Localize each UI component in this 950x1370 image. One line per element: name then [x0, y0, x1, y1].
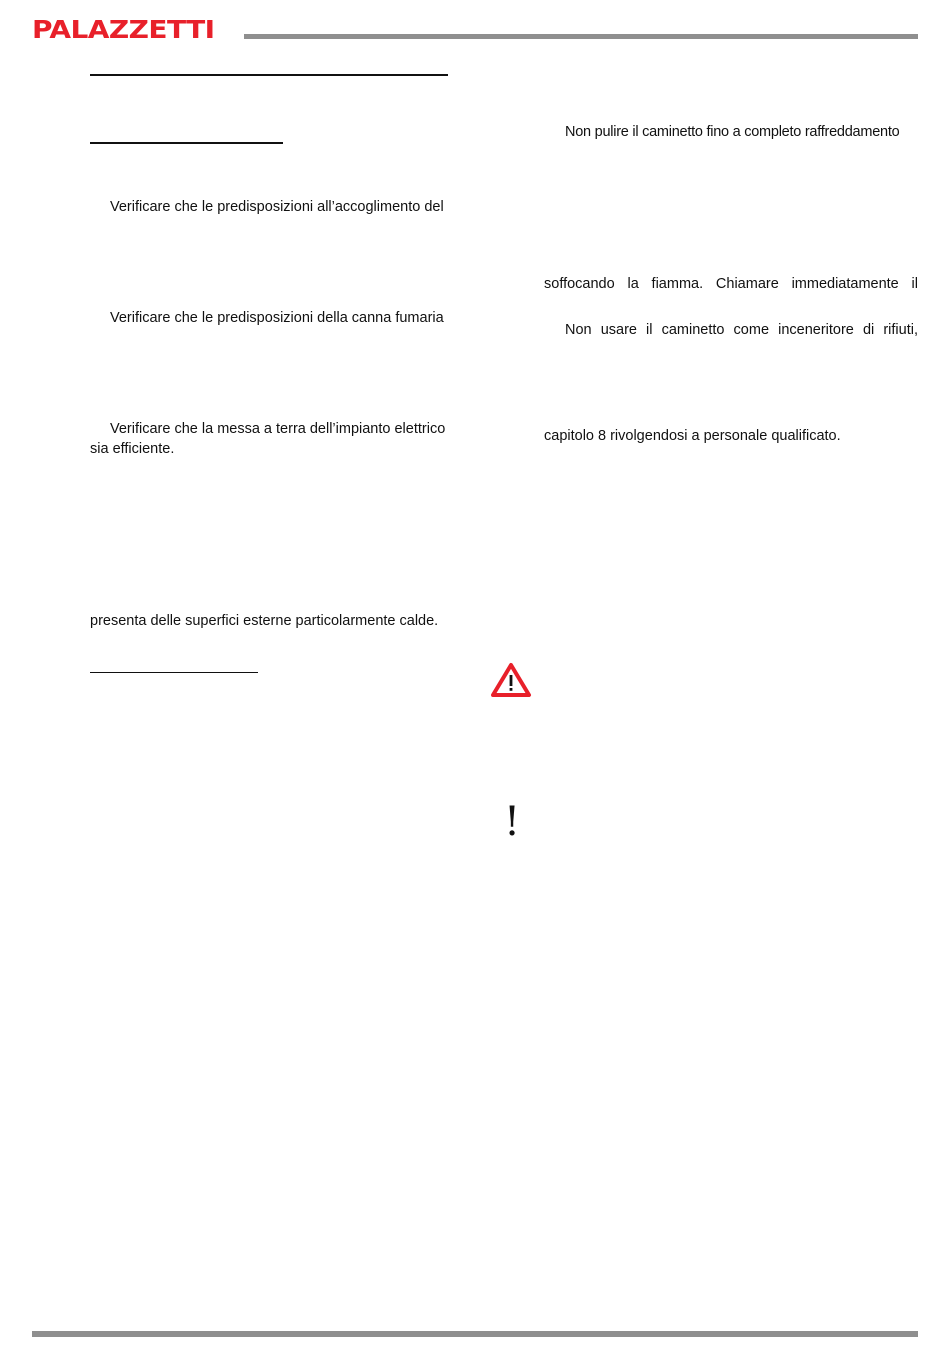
maintenance-paragraph: capitolo 8 rivolgendosi a personale qualificato. — [544, 428, 841, 444]
installation-check-paragraph: Verificare che le predisposizioni all’accoglimento del — [110, 199, 444, 215]
exclamation-icon: ! — [503, 799, 521, 845]
cleaning-warning-paragraph: Non pulire il caminetto fino a completo raffreddamento — [565, 124, 900, 140]
flame-warning-paragraph: soffocando la fiamma. Chiamare immediatamente il — [544, 276, 918, 292]
incinerator-warning-paragraph: Non usare il caminetto come inceneritore di rifiuti, — [565, 322, 918, 338]
warning-triangle-icon — [490, 662, 532, 698]
section-heading-rule — [90, 74, 448, 76]
grounding-check-line2: sia efficiente. — [90, 441, 175, 457]
grounding-check-line1: Verificare che la messa a terra dell’impianto elettrico — [110, 421, 446, 437]
subsection-heading-rule — [90, 672, 258, 673]
flue-check-paragraph: Verificare che le predisposizioni della canna fumaria — [110, 310, 444, 326]
footer-divider — [32, 1331, 918, 1337]
header-divider — [244, 34, 918, 39]
subsection-heading-rule — [90, 142, 283, 144]
hot-surfaces-paragraph: presenta delle superfici esterne particolarmente calde. — [90, 613, 439, 629]
brand-logo: PALAZZETTI — [32, 15, 215, 44]
